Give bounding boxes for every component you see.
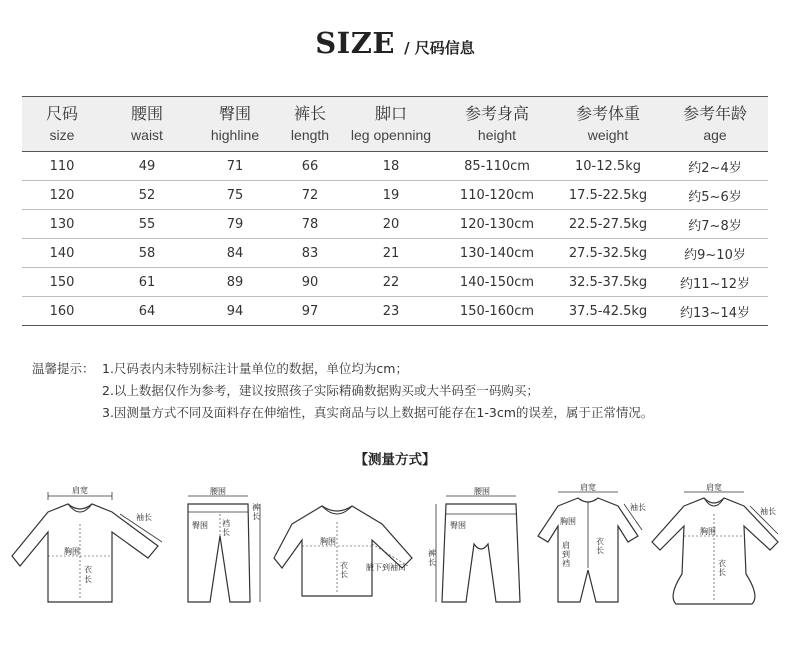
table-cell: 32.5-37.5kg — [554, 268, 662, 297]
column-header-en: waist — [131, 127, 163, 143]
romper-chest-label: 胸围 — [560, 517, 576, 526]
column-header-cn: 参考身高 — [464, 104, 529, 123]
romper-crotch-label-3: 裆 — [562, 559, 570, 568]
column-header — [342, 97, 440, 152]
table-cell: 75 — [192, 181, 278, 210]
table-cell: 61 — [102, 268, 192, 297]
shirt-length-label-1: 衣 — [84, 565, 92, 574]
table-cell: 22.5-27.5kg — [554, 210, 662, 239]
shirt-shoulder-label: 肩宽 — [72, 486, 88, 495]
table-cell: 58 — [102, 239, 192, 268]
table-cell: 10-12.5kg — [554, 152, 662, 181]
title-main: SIZE — [315, 26, 395, 60]
table-cell: 72 — [278, 181, 342, 210]
table-cell: 160 — [22, 297, 102, 326]
table-cell: 22 — [342, 268, 440, 297]
table-cell: 64 — [102, 297, 192, 326]
column-header — [440, 97, 554, 152]
page-title — [0, 26, 790, 60]
column-header — [102, 97, 192, 152]
raglan-chest-label: 胸围 — [320, 537, 336, 546]
pants-illustration — [178, 484, 268, 609]
measurement-figures — [0, 484, 790, 654]
romper-length-label-2: 长 — [596, 546, 604, 555]
dress-length-label-1: 衣 — [718, 559, 726, 568]
table-cell: 17.5-22.5kg — [554, 181, 662, 210]
dress-illustration — [650, 484, 782, 614]
column-header-cn: 裤长 — [293, 104, 326, 123]
column-header-en: length — [290, 127, 330, 143]
column-header-en: size — [49, 127, 75, 143]
table-cell: 19 — [342, 181, 440, 210]
dress-chest-label: 胸围 — [700, 527, 716, 536]
raglan-length-label-1: 衣 — [340, 561, 348, 570]
raglan-length-label-2: 长 — [340, 570, 348, 579]
table-cell: 94 — [192, 297, 278, 326]
dress-sleeve-label: 袖长 — [760, 507, 776, 516]
pants-waist-label: 腰围 — [210, 487, 226, 496]
romper-illustration — [538, 484, 648, 614]
column-header — [554, 97, 662, 152]
dress-length-label-2: 长 — [718, 568, 726, 577]
figure-raglan — [272, 484, 422, 609]
column-header — [192, 97, 278, 152]
figure-romper — [538, 484, 648, 614]
table-cell: 20 — [342, 210, 440, 239]
table-cell: 130 — [22, 210, 102, 239]
note-item-1: 1.尺码表内未特别标注计量单位的数据，单位均为cm； — [102, 361, 408, 376]
notes-lead: 温馨提示： — [32, 361, 95, 376]
table-row — [22, 239, 768, 268]
column-header-en: leg openning — [350, 127, 432, 143]
table-cell: 120 — [22, 181, 102, 210]
table-cell: 23 — [342, 297, 440, 326]
table-cell: 90 — [278, 268, 342, 297]
table-cell: 52 — [102, 181, 192, 210]
romper-crotch-label-2: 到 — [562, 550, 570, 559]
table-cell: 约7~8岁 — [662, 210, 768, 239]
table-cell: 18 — [342, 152, 440, 181]
table-cell: 79 — [192, 210, 278, 239]
title-sub: / 尺码信息 — [404, 39, 475, 57]
table-cell: 97 — [278, 297, 342, 326]
table-cell: 150-160cm — [440, 297, 554, 326]
table-cell: 85-110cm — [440, 152, 554, 181]
table-cell: 84 — [192, 239, 278, 268]
note-row-1 — [32, 358, 653, 380]
shirt-length-label-2: 长 — [84, 575, 92, 584]
column-header — [662, 97, 768, 152]
table-cell: 71 — [192, 152, 278, 181]
table-row — [22, 152, 768, 181]
romper-shoulder-label: 肩宽 — [580, 483, 596, 492]
pants2-length-label-1: 裤 — [428, 549, 436, 558]
table-cell: 150 — [22, 268, 102, 297]
table-cell: 49 — [102, 152, 192, 181]
table-cell: 55 — [102, 210, 192, 239]
figure-dress — [650, 484, 782, 614]
table-row — [22, 210, 768, 239]
column-header-en: height — [477, 127, 517, 143]
column-header — [278, 97, 342, 152]
raglan-armpit-label: 腋下到袖口 — [366, 563, 406, 572]
column-header — [22, 97, 102, 152]
table-cell: 110-120cm — [440, 181, 554, 210]
column-header-en: age — [703, 127, 727, 143]
notes — [32, 358, 653, 424]
shirt-illustration — [8, 484, 168, 609]
table-cell: 140-150cm — [440, 268, 554, 297]
table-cell: 89 — [192, 268, 278, 297]
pants2-waist-label: 腰围 — [474, 487, 490, 496]
table-cell: 66 — [278, 152, 342, 181]
column-header-cn: 尺码 — [45, 104, 78, 123]
table-cell: 21 — [342, 239, 440, 268]
table-cell: 110 — [22, 152, 102, 181]
header-row — [22, 97, 768, 152]
table-cell: 约5~6岁 — [662, 181, 768, 210]
pants-crotch-label-2: 长 — [222, 528, 230, 537]
size-table-header — [22, 97, 768, 152]
romper-sleeve-label: 袖长 — [630, 503, 646, 512]
pants2-hip-label: 臀围 — [450, 521, 466, 530]
table-row — [22, 297, 768, 326]
table-cell: 78 — [278, 210, 342, 239]
table-row — [22, 268, 768, 297]
table-cell: 约9~10岁 — [662, 239, 768, 268]
table-cell: 约2~4岁 — [662, 152, 768, 181]
table-cell: 约13~14岁 — [662, 297, 768, 326]
figure-pants2 — [428, 484, 528, 609]
note-item-2: 2.以上数据仅作为参考，建议按照孩子实际精确数据购买或大半码至一码购买； — [102, 383, 539, 398]
table-cell: 120-130cm — [440, 210, 554, 239]
column-header-en: highline — [210, 127, 260, 143]
pants2-illustration — [428, 484, 528, 609]
pants-length-label-2: 长 — [252, 512, 260, 521]
column-header-cn: 臀围 — [218, 104, 251, 123]
raglan-illustration — [272, 484, 422, 609]
table-cell: 约11~12岁 — [662, 268, 768, 297]
romper-length-label-1: 衣 — [596, 537, 604, 546]
note-item-3: 3.因测量方式不同及面料存在伸缩性，真实商品与以上数据可能存在1-3cm的误差，属于正常情况。 — [102, 405, 654, 420]
shirt-sleeve-label: 袖长 — [136, 513, 152, 522]
size-table — [22, 96, 768, 326]
figure-shirt — [8, 484, 168, 609]
column-header-cn: 参考体重 — [575, 104, 640, 123]
table-cell: 130-140cm — [440, 239, 554, 268]
romper-crotch-label-1: 肩 — [562, 541, 570, 550]
method-title: 【测量方式】 — [354, 452, 436, 468]
column-header-cn: 脚口 — [374, 104, 407, 123]
pants-crotch-label-1: 裆 — [222, 519, 230, 528]
table-row — [22, 181, 768, 210]
pants-hip-label: 臀围 — [192, 521, 208, 530]
figure-pants — [178, 484, 268, 609]
table-cell: 140 — [22, 239, 102, 268]
pants-length-label-1: 裤 — [252, 503, 260, 512]
column-header-cn: 腰围 — [130, 104, 163, 123]
pants2-length-label-2: 长 — [428, 558, 436, 567]
dress-shoulder-label: 肩宽 — [706, 483, 722, 492]
column-header-cn: 参考年龄 — [682, 104, 747, 123]
table-cell: 83 — [278, 239, 342, 268]
column-header-en: weight — [587, 127, 629, 143]
size-table-body — [22, 152, 768, 326]
table-cell: 37.5-42.5kg — [554, 297, 662, 326]
table-cell: 27.5-32.5kg — [554, 239, 662, 268]
shirt-chest-label: 胸围 — [64, 547, 80, 556]
